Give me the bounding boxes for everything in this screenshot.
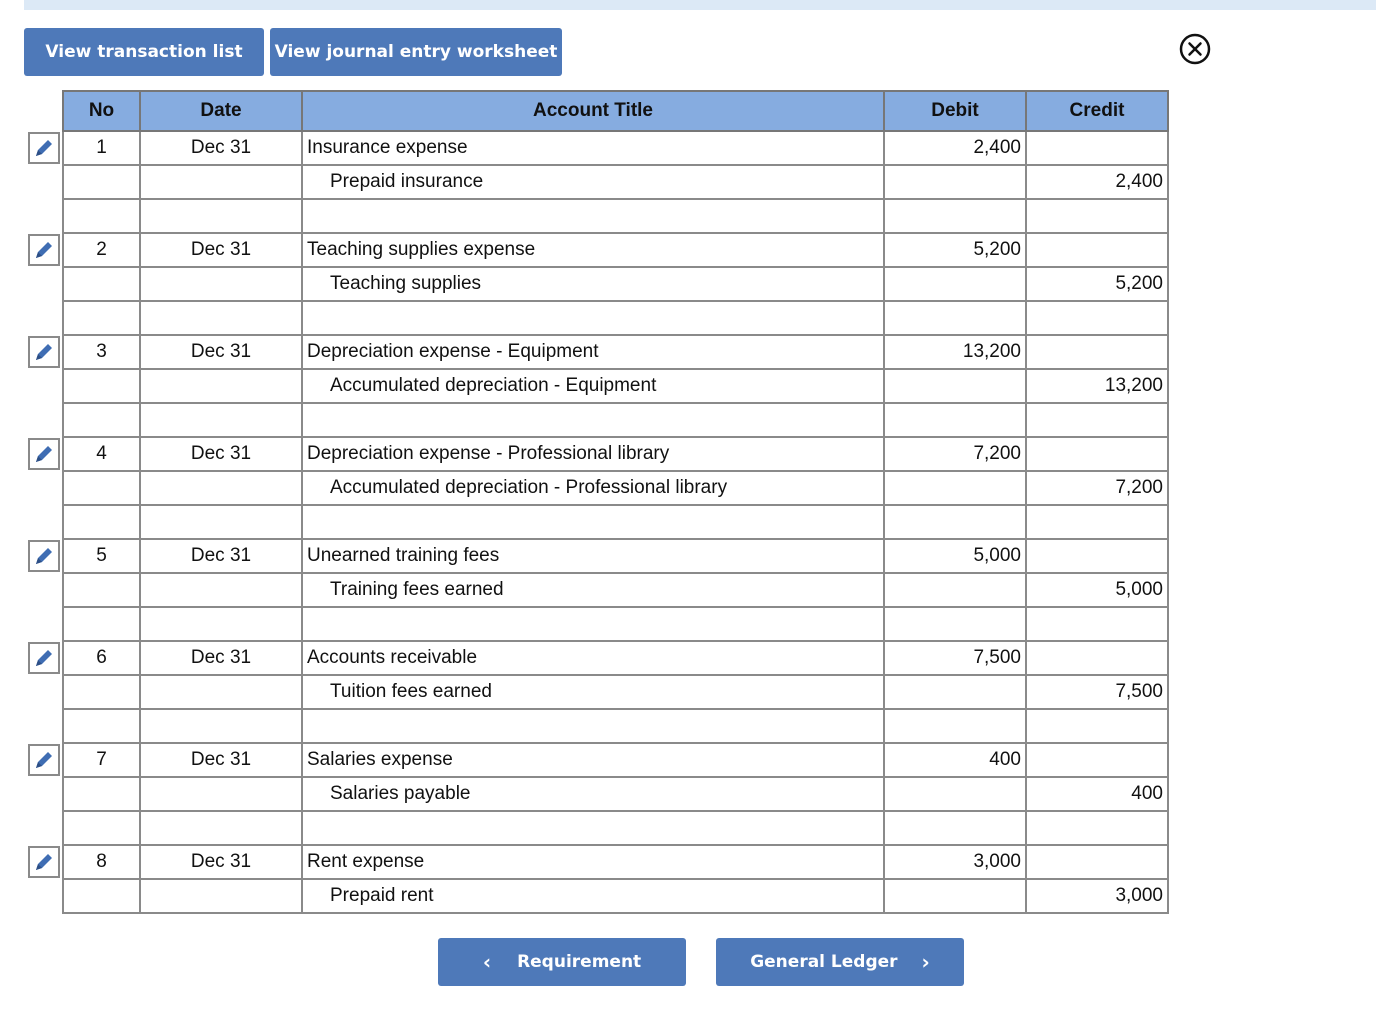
debit-account-title[interactable]: Salaries expense [302,743,884,777]
credit-amount-empty[interactable] [1026,641,1168,675]
debit-amount-empty[interactable] [884,777,1026,811]
table-row-blank [63,811,1168,845]
table-row-blank [63,709,1168,743]
credit-amount-empty[interactable] [1026,845,1168,879]
edit-entry-button[interactable] [28,744,60,776]
debit-amount-empty[interactable] [884,369,1026,403]
general-ledger-label: General Ledger [750,952,898,972]
entry-number: 5 [63,539,140,573]
debit-amount[interactable]: 7,200 [884,437,1026,471]
pencil-icon [33,545,55,567]
blank-cell[interactable] [140,811,302,845]
blank-cell[interactable] [884,607,1026,641]
credit-account-title[interactable]: Tuition fees earned [302,675,884,709]
table-row [63,845,1168,879]
table-row [63,641,1168,675]
entry-date[interactable]: Dec 31 [140,233,302,267]
debit-amount-empty[interactable] [884,267,1026,301]
edit-entry-button[interactable] [28,642,60,674]
requirement-label: Requirement [517,952,642,972]
general-journal-table [62,90,1169,914]
credit-amount[interactable]: 5,000 [1026,573,1168,607]
entry-number-empty [63,879,140,913]
col-header-date: Date [140,91,302,131]
credit-amount[interactable]: 3,000 [1026,879,1168,913]
table-row [63,369,1168,403]
debit-amount-empty[interactable] [884,675,1026,709]
blank-cell[interactable] [884,505,1026,539]
view-transaction-list-button[interactable]: View transaction list [24,28,264,76]
chevron-left-icon: ‹ [482,950,492,974]
blank-cell[interactable] [884,709,1026,743]
entry-number-empty [63,369,140,403]
pencil-icon [33,443,55,465]
credit-amount[interactable]: 13,200 [1026,369,1168,403]
table-row-blank [63,607,1168,641]
credit-amount[interactable]: 400 [1026,777,1168,811]
debit-account-title[interactable]: Unearned training fees [302,539,884,573]
edit-entry-button[interactable] [28,336,60,368]
debit-amount[interactable]: 5,200 [884,233,1026,267]
debit-amount-empty[interactable] [884,165,1026,199]
requirement-button[interactable] [438,938,686,986]
debit-amount[interactable]: 2,400 [884,131,1026,165]
blank-cell[interactable] [140,199,302,233]
edit-entry-button[interactable] [28,234,60,266]
table-row-blank [63,505,1168,539]
debit-account-title[interactable]: Depreciation expense - Equipment [302,335,884,369]
blank-cell[interactable] [1026,505,1168,539]
blank-cell [63,403,140,437]
blank-cell[interactable] [140,709,302,743]
debit-amount[interactable]: 13,200 [884,335,1026,369]
entry-number: 8 [63,845,140,879]
blank-cell [63,505,140,539]
entry-date-empty[interactable] [140,879,302,913]
debit-amount[interactable]: 400 [884,743,1026,777]
credit-amount-empty[interactable] [1026,437,1168,471]
credit-amount[interactable]: 5,200 [1026,267,1168,301]
entry-date-empty[interactable] [140,573,302,607]
blank-cell[interactable] [884,403,1026,437]
entry-number-empty [63,777,140,811]
blank-cell[interactable] [302,403,884,437]
debit-amount-empty[interactable] [884,471,1026,505]
entry-date[interactable]: Dec 31 [140,641,302,675]
blank-cell[interactable] [140,505,302,539]
chevron-right-icon: › [921,950,930,974]
credit-amount-empty[interactable] [1026,233,1168,267]
blank-cell[interactable] [302,811,884,845]
blank-cell[interactable] [302,709,884,743]
blank-cell[interactable] [884,199,1026,233]
table-row [63,743,1168,777]
table-header-row [63,91,1168,131]
blank-cell[interactable] [1026,811,1168,845]
table-row [63,437,1168,471]
entry-number-empty [63,165,140,199]
credit-amount-empty[interactable] [1026,131,1168,165]
pencil-icon [33,647,55,669]
entry-date-empty[interactable] [140,471,302,505]
table-row [63,131,1168,165]
pencil-icon [33,341,55,363]
entry-number-empty [63,573,140,607]
entry-number: 1 [63,131,140,165]
col-header-debit: Debit [884,91,1026,131]
blank-cell[interactable] [1026,607,1168,641]
credit-account-title[interactable]: Teaching supplies [302,267,884,301]
entry-date-empty[interactable] [140,267,302,301]
entry-date-empty[interactable] [140,675,302,709]
credit-amount-empty[interactable] [1026,539,1168,573]
debit-account-title[interactable]: Insurance expense [302,131,884,165]
blank-cell[interactable] [302,199,884,233]
entry-number: 6 [63,641,140,675]
entry-number-empty [63,675,140,709]
blank-cell [63,607,140,641]
blank-cell [63,199,140,233]
table-row [63,879,1168,913]
table-row [63,335,1168,369]
pencil-icon [33,137,55,159]
blank-cell [63,709,140,743]
debit-account-title[interactable]: Accounts receivable [302,641,884,675]
general-ledger-button[interactable] [716,938,964,986]
col-header-credit: Credit [1026,91,1168,131]
entry-number: 4 [63,437,140,471]
table-row [63,573,1168,607]
top-bar [24,0,1376,10]
credit-account-title[interactable]: Prepaid rent [302,879,884,913]
entry-date[interactable]: Dec 31 [140,539,302,573]
credit-amount-empty[interactable] [1026,743,1168,777]
blank-cell[interactable] [302,505,884,539]
table-body [63,131,1168,913]
entry-number: 3 [63,335,140,369]
edit-entry-button[interactable] [28,846,60,878]
entry-number-empty [63,267,140,301]
blank-cell[interactable] [1026,301,1168,335]
table-row [63,267,1168,301]
view-journal-entry-worksheet-button[interactable]: View journal entry worksheet [270,28,562,76]
blank-cell[interactable] [302,301,884,335]
entry-number: 2 [63,233,140,267]
credit-amount[interactable]: 7,500 [1026,675,1168,709]
blank-cell[interactable] [1026,403,1168,437]
blank-cell [63,301,140,335]
credit-amount[interactable]: 2,400 [1026,165,1168,199]
pencil-icon [33,239,55,261]
entry-date-empty[interactable] [140,369,302,403]
table-row [63,777,1168,811]
entry-date-empty[interactable] [140,165,302,199]
table-row [63,675,1168,709]
credit-account-title[interactable]: Accumulated depreciation - Equipment [302,369,884,403]
edit-entry-button[interactable] [28,438,60,470]
edit-entry-button[interactable] [28,132,60,164]
blank-cell[interactable] [884,301,1026,335]
table-row [63,471,1168,505]
entry-number: 7 [63,743,140,777]
entry-date-empty[interactable] [140,777,302,811]
debit-account-title[interactable]: Rent expense [302,845,884,879]
blank-cell[interactable] [1026,199,1168,233]
table-row-blank [63,301,1168,335]
credit-amount-empty[interactable] [1026,335,1168,369]
entry-date[interactable]: Dec 31 [140,743,302,777]
debit-amount[interactable]: 5,000 [884,539,1026,573]
table-row-blank [63,403,1168,437]
table-row [63,233,1168,267]
blank-cell[interactable] [140,403,302,437]
col-header-no: No [63,91,140,131]
credit-account-title[interactable]: Training fees earned [302,573,884,607]
blank-cell[interactable] [140,607,302,641]
debit-amount[interactable]: 3,000 [884,845,1026,879]
close-icon[interactable] [1178,32,1212,66]
col-header-account-title: Account Title [302,91,884,131]
debit-account-title[interactable]: Depreciation expense - Professional library [302,437,884,471]
pencil-icon [33,749,55,771]
entry-date[interactable]: Dec 31 [140,131,302,165]
entry-date[interactable]: Dec 31 [140,845,302,879]
debit-amount-empty[interactable] [884,879,1026,913]
blank-cell[interactable] [140,301,302,335]
entry-date[interactable]: Dec 31 [140,437,302,471]
credit-account-title[interactable]: Prepaid insurance [302,165,884,199]
table-row [63,539,1168,573]
table-row-blank [63,199,1168,233]
entry-number-empty [63,471,140,505]
credit-amount[interactable]: 7,200 [1026,471,1168,505]
credit-account-title[interactable]: Accumulated depreciation - Professional library [302,471,884,505]
blank-cell[interactable] [1026,709,1168,743]
debit-amount[interactable]: 7,500 [884,641,1026,675]
blank-cell[interactable] [884,811,1026,845]
debit-account-title[interactable]: Teaching supplies expense [302,233,884,267]
blank-cell [63,811,140,845]
pencil-icon [33,851,55,873]
entry-date[interactable]: Dec 31 [140,335,302,369]
debit-amount-empty[interactable] [884,573,1026,607]
edit-entry-button[interactable] [28,540,60,572]
table-row [63,165,1168,199]
blank-cell[interactable] [302,607,884,641]
credit-account-title[interactable]: Salaries payable [302,777,884,811]
